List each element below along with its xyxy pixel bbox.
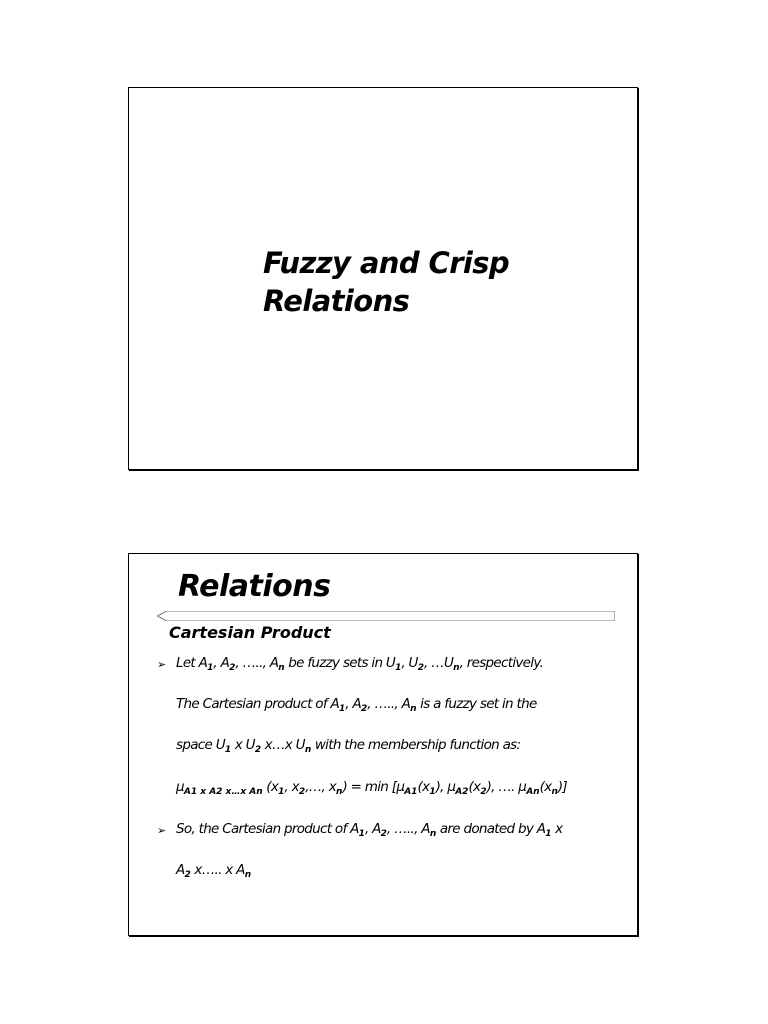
text-line-1: Let $A_1$, $A_2$, ….., $A_n$ be fuzzy sets in $U_1$, $U_2$, $\dots U_n$, respectively. bbox=[176, 655, 544, 673]
title-underline-bar bbox=[157, 611, 615, 621]
slide-1-title bbox=[263, 244, 509, 320]
bullet-arrow-icon: ➢ bbox=[157, 658, 167, 671]
slide-1-title-line-2: Relations bbox=[263, 284, 410, 318]
slide-1 bbox=[128, 87, 638, 470]
slide-2-title: Relations bbox=[178, 569, 331, 604]
section-subhead: Cartesian Product bbox=[169, 623, 331, 642]
text-line-6: $A_2$ x….. x $A_n$ bbox=[176, 862, 252, 880]
text-line-3: space $U_1$ x $U_2$ x…x $U_n$ with the membership function as: bbox=[176, 737, 521, 755]
text-line-5: So, the Cartesian product of $A_1$, $A_2$, ….., $A_n$ are donated by $A_1$ x bbox=[176, 821, 563, 839]
membership-formula: $\mu_{A1 x A2 x\dots x An}$ ($x_1$, $x_2,\dots$, $x_n) = \min [\mu_{A1}(x_1)$, $\mu_{A2}(x_2)$, …. $\mu_{An}(x_n)$] bbox=[176, 779, 567, 797]
text-line-2: The Cartesian product of $A_1$, $A_2$, ….., $A_n$ is a fuzzy set in the bbox=[176, 696, 537, 714]
slide-1-title-line-1: Fuzzy and Crisp bbox=[263, 246, 510, 280]
slide-2 bbox=[128, 553, 638, 936]
bullet-arrow-icon: ➢ bbox=[157, 824, 167, 837]
